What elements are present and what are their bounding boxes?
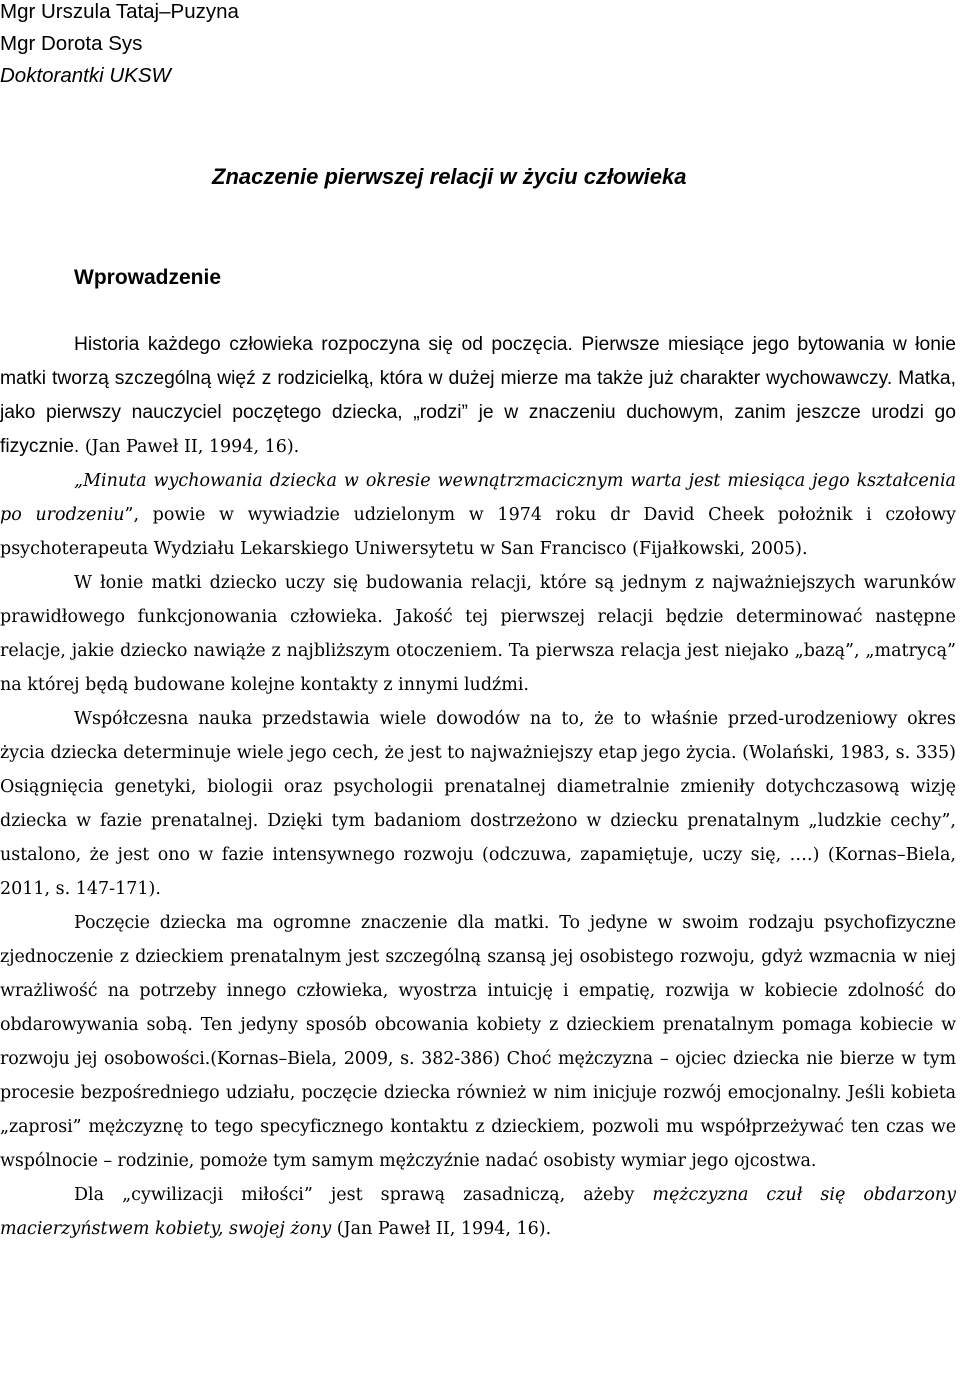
author-block <box>0 0 239 92</box>
author-name: Mgr Dorota Sys <box>0 32 143 55</box>
section-heading: Wprowadzenie <box>74 266 222 289</box>
paragraph-text: Dla „cywilizacji miłości” jest sprawą zasadniczą, ażeby <box>74 1185 653 1205</box>
citation: (Jan Paweł II, 1994, 16). <box>79 437 300 457</box>
quotation: mężczyzna czuł się obdarzony macierzyństwem kobiety, swojej żony <box>0 1185 957 1239</box>
paragraph <box>0 328 956 464</box>
affiliation: Doktorantki UKSW <box>0 64 171 87</box>
paragraph: Współczesna nauka przedstawia wiele dowodów na to, że to właśnie przed-urodzeniowy okres życia dziecka determinuje wiele jego cech, że jest to najważniejszy etap jego życia. (Wolański, 1983, s. 335) Osiągnięcia genetyki, biologii oraz psychologii prenatalnej diametralnie zmieniły dotychczasową wizję dziecka w fazie prenatalnej. Dzięki tym badaniom dostrzeżono w dziecku prenatalnym „ludzkie cechy”, ustalono, że jest ono w fazie intensywnego rozwoju (odczuwa, zapamiętuje, uczy się, ….) (Kornas–Biela, 2011, s. 147-171). <box>0 709 956 899</box>
paragraph: W łonie matki dziecko uczy się budowania relacji, które są jednym z najważniejszych warunków prawidłowego funkcjonowania człowieka. Jakość tej pierwszej relacji będzie determinować następne relacje, jakie dziecko nawiąże z najbliższym otoczeniem. Ta pierwsza relacja jest niejako „bazą”, „matrycą” na której będą budowane kolejne kontakty z innymi ludźmi. <box>0 573 956 695</box>
paragraph-text: ”, powie w wywiadzie udzielonym w 1974 roku dr David Cheek położnik i czołowy psychoterapeuta Wydziału Lekarskiego Uniwersytetu w San Francisco (Fijałkowski, 2005). <box>0 505 956 559</box>
citation: (Jan Paweł II, 1994, 16). <box>331 1219 552 1239</box>
author-name: Mgr Urszula Tataj–Puzyna <box>0 0 239 23</box>
paragraph <box>0 464 956 566</box>
paragraph: Poczęcie dziecka ma ogromne znaczenie dla matki. To jedyne w swoim rodzaju psychofizyczne zjednoczenie z dzieckiem prenatalnym jest szczególną szansą jej osobistego rozwoju, gdyż wzmacnia w niej wrażliwość na potrzeby innego człowieka, wyostrza intuicję i empatię, rozwija w kobiecie zdolność do obdarowywania sobą. Ten jedyny sposób obcowania kobiety z dzieckiem prenatalnym pomaga kobiecie w rozwoju jej osobowości.(Kornas–Biela, 2009, s. 382-386) Choć mężczyzna – ojciec dziecka nie bierze w tym procesie bezpośredniego udziału, poczęcie dziecka również w nim inicjuje rozwój emocjonalny. Jeśli kobieta „zaprosi” mężczyznę to tego specyficznego kontaktu z dzieckiem, pozwoli mu współprzeżywać ten czas we wspólnocie – rodzinie, pomoże tym samym mężczyźnie nadać osobisty wymiar jego ojcostwa. <box>0 913 956 1171</box>
document-body <box>0 328 956 1246</box>
paragraph-text: Historia każdego człowieka rozpoczyna się od poczęcia. Pierwsze miesiące jego bytowania w łonie matki tworzą szczególną więź z rodzicielką, która w dużej mierze ma także już charakter wychowawczy. Matka, jako pierwszy nauczyciel poczętego dziecka, „rodzi” je w znaczeniu duchowym, zanim jeszcze urodzi go fizycznie. <box>0 334 956 457</box>
paragraph <box>0 1178 956 1246</box>
document-title: Znaczenie pierwszej relacji w życiu człowieka <box>212 164 687 189</box>
quotation: „Minuta wychowania dziecka w okresie wewnątrzmacicznym warta jest miesiąca jego kształcenia po urodzeniu <box>0 471 956 525</box>
